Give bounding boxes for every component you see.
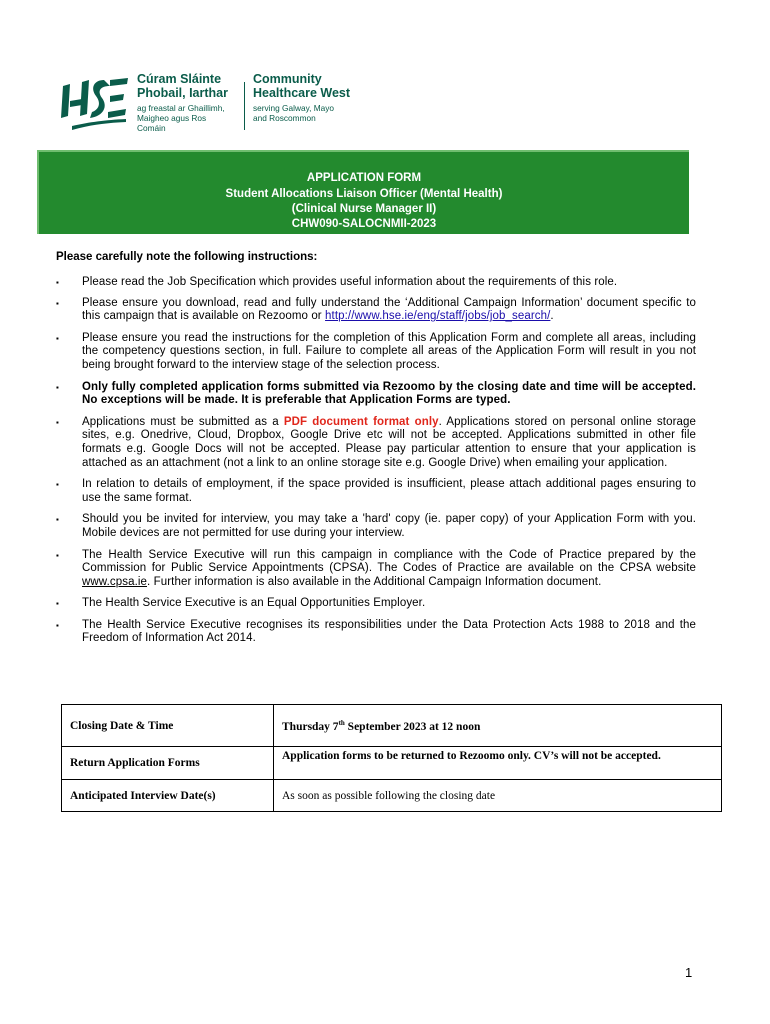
form-title: APPLICATION FORM: [306, 172, 422, 184]
return-forms-label: Return Application Forms: [62, 747, 274, 780]
instruction-item: ▪ Only fully completed application forms submitted via Rezoomo by the closing date and time will be accepted. No exceptions will be made. It is preferable that Application Forms are typed.: [56, 380, 696, 407]
instruction-item: ▪ Applications must be submitted as a PDF document format only. Applications stored on personal online storage sites, e.g. Onedrive, Cloud, Dropbox, Google Drive etc will not be accepted. Applications submitted in other file formats e.g. Google Docs will not be accepted. Please pay particular attention to ensure that your application is attached as an attachment (not a link to an online storage site e.g. Google Drive) when emailing your application.: [56, 415, 696, 469]
bullet-icon: ▪: [56, 298, 59, 308]
irish-title-2: Phobail, Iarthar: [137, 86, 228, 100]
page-number: 1: [685, 965, 693, 980]
bullet-icon: ▪: [56, 620, 59, 630]
instruction-item: ▪ The Health Service Executive recognises its responsibilities under the Data Protection Acts 1988 to 2018 and the Freedom of Information Act 2014.: [56, 618, 696, 645]
bullet-icon: ▪: [56, 480, 59, 490]
irish-name-block: [137, 72, 237, 133]
instructions-heading: Please carefully note the following instructions:: [56, 251, 318, 263]
english-name-block: [253, 72, 373, 123]
bullet-icon: ▪: [56, 333, 59, 343]
table-row: [62, 747, 722, 780]
campaign-reference: CHW090-SALOCNMII-2023: [291, 218, 437, 230]
interview-date-value: As soon as possible following the closing date: [274, 780, 722, 812]
bullet-icon: ▪: [56, 417, 59, 427]
bullet-icon: ▪: [56, 278, 59, 287]
irish-sub-1: ag freastal ar Ghaillimh,: [137, 103, 225, 113]
logo-divider: [244, 82, 245, 130]
application-form-header: [37, 150, 689, 234]
job-title: Student Allocations Liaison Officer (Mental Health): [225, 188, 503, 200]
instruction-item: ▪ The Health Service Executive is an Equal Opportunities Employer.: [56, 597, 426, 610]
closing-date-value: Thursday 7th September 2023 at 12 noon: [274, 705, 722, 747]
hse-logo-icon: [60, 74, 130, 134]
eng-sub-2: and Roscommon: [253, 113, 316, 123]
bullet-icon: ▪: [56, 550, 59, 560]
irish-title-1: Cúram Sláinte: [137, 72, 222, 86]
table-row: [62, 705, 722, 747]
instruction-item: ▪ Please ensure you download, read and fully understand the ‘Additional Campaign Information’ document specific to this campaign that is available on Rezoomo or http://www.hse.ie/eng/staff/jobs/job_search/.: [56, 296, 696, 323]
instruction-item: ▪ Should you be invited for interview, you may take a 'hard' copy (ie. paper copy) of your Application Form with you. Mobile devices are not permitted for use during your interview.: [56, 513, 696, 539]
job-grade: (Clinical Nurse Manager II): [291, 203, 437, 215]
hse-job-search-link[interactable]: http://www.hse.ie/eng/staff/jobs/job_search/: [325, 310, 551, 323]
eng-title-2: Healthcare West: [253, 86, 351, 100]
hse-logo: [60, 72, 360, 134]
instruction-item: ▪ The Health Service Executive will run this campaign in compliance with the Code of Practice prepared by the Commission for Public Service Appointments (CPSA). The Codes of Practice are available on the CPSA website www.cpsa.ie. Further information is also available in the Additional Campaign Information document.: [56, 548, 696, 588]
eng-sub-1: serving Galway, Mayo: [253, 103, 334, 113]
bullet-icon: ▪: [56, 382, 59, 392]
irish-sub-2: Maigheo agus Ros Comáin: [137, 113, 207, 133]
instruction-item: ▪ In relation to details of employment, if the space provided is insufficient, please attach additional pages ensuring to use the same format.: [56, 478, 696, 504]
instructions-list: [56, 276, 696, 646]
return-forms-value: Application forms to be returned to Rezoomo only. CV’s will not be accepted.: [274, 747, 722, 780]
pdf-format-warning: PDF document format only: [283, 415, 439, 428]
interview-date-label: Anticipated Interview Date(s): [62, 780, 274, 812]
table-row: [62, 780, 722, 812]
instruction-item: ▪ Please ensure you read the instructions for the completion of this Application Form and complete all areas, including the competency questions section, in full. Failure to complete all areas of the Application Form will result in you not being brought forward to the interview stage of the selection process.: [56, 331, 696, 371]
instruction-item: ▪ Please read the Job Specification which provides useful information about the requirements of this role.: [56, 276, 618, 288]
bullet-icon: ▪: [56, 599, 59, 609]
cpsa-link[interactable]: www.cpsa.ie: [82, 575, 148, 588]
key-dates-table: [61, 704, 722, 812]
closing-date-label: Closing Date & Time: [62, 705, 274, 747]
eng-title-1: Community: [253, 72, 322, 86]
bullet-icon: ▪: [56, 515, 59, 525]
